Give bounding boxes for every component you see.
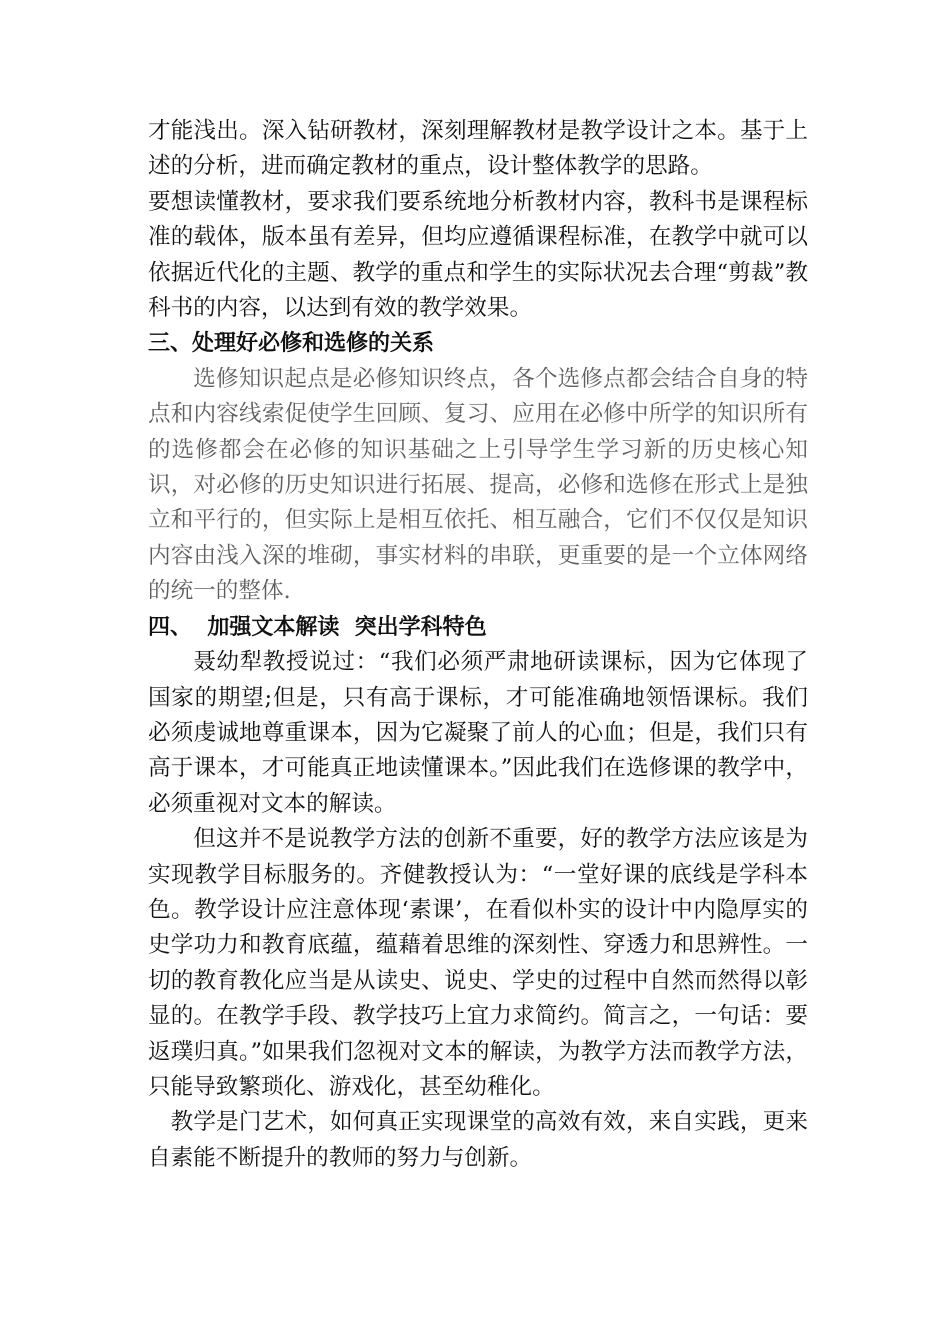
paragraph-nie-youli-quote: 聂幼犁教授说过：“我们必须严肃地研读课标，因为它体现了国家的期望;但是，只有高于课标，才可能准确地领悟课标。我们必须虔诚地尊重课本，因为它凝聚了前人的心血；但是，我们只有高于课本，才可能真正地读懂课本。”因此我们在选修课的教学中，必须重视对文本的解读。 [148,649,808,817]
document-body [148,114,808,1176]
paragraph-textbook-analysis: 要想读懂教材，要求我们要系统地分析教材内容，教科书是课程标准的载体，版本虽有差异，但均应遵循课程标准，在教学中就可以依据近代化的主题、教学的重点和学生的实际状况去合理“剪裁”教科书的内容，以达到有效的教学效果。 [148,188,808,322]
paragraph-conclusion: 教学是门艺术，如何真正实现课堂的高效有效，来自实践，更来自素能不断提升的教师的努力与创新。 [148,1109,808,1171]
section-heading-4: 四、 加强文本解读 突出学科特色 [148,614,487,640]
section-heading-3: 三、处理好必修和选修的关系 [148,331,435,357]
paragraph-continuation: 才能浅出。深入钻研教材，深刻理解教材是教学设计之本。基于上述的分析，进而确定教材的重点，设计整体教学的思路。 [148,118,808,180]
paragraph-elective-compulsory: 选修知识起点是必修知识终点，各个选修点都会结合自身的特点和内容线索促使学生回顾、复习、应用在必修中所学的知识所有的选修都会在必修的知识基础之上引导学生学习新的历史核心知识，对必修的历史知识进行拓展、提高，必修和选修在形式上是独立和平行的，但实际上是相互依托、相互融合，它们不仅仅是知识内容由浅入深的堆砌，事实材料的串联，更重要的是一个立体网络的统一的整体. [148,365,808,605]
paragraph-qi-jian-quote: 但这并不是说教学方法的创新不重要，好的教学方法应该是为实现教学目标服务的。齐健教授认为：“一堂好课的底线是学科本色。教学设计应注意体现‘素课’，在看似朴实的设计中内隐厚实的史学功力和教育底蕴，蕴藉着思维的深刻性、穿透力和思辨性。一切的教育教化应当是从读史、说史、学史的过程中自然而然得以彰显的。在教学手段、教学技巧上宜力求简约。简言之，一句话：要返璞归真。”如果我们忽视对文本的解读，为教学方法而教学方法，只能导致繁琐化、游戏化，甚至幼稚化。 [148,826,808,1100]
